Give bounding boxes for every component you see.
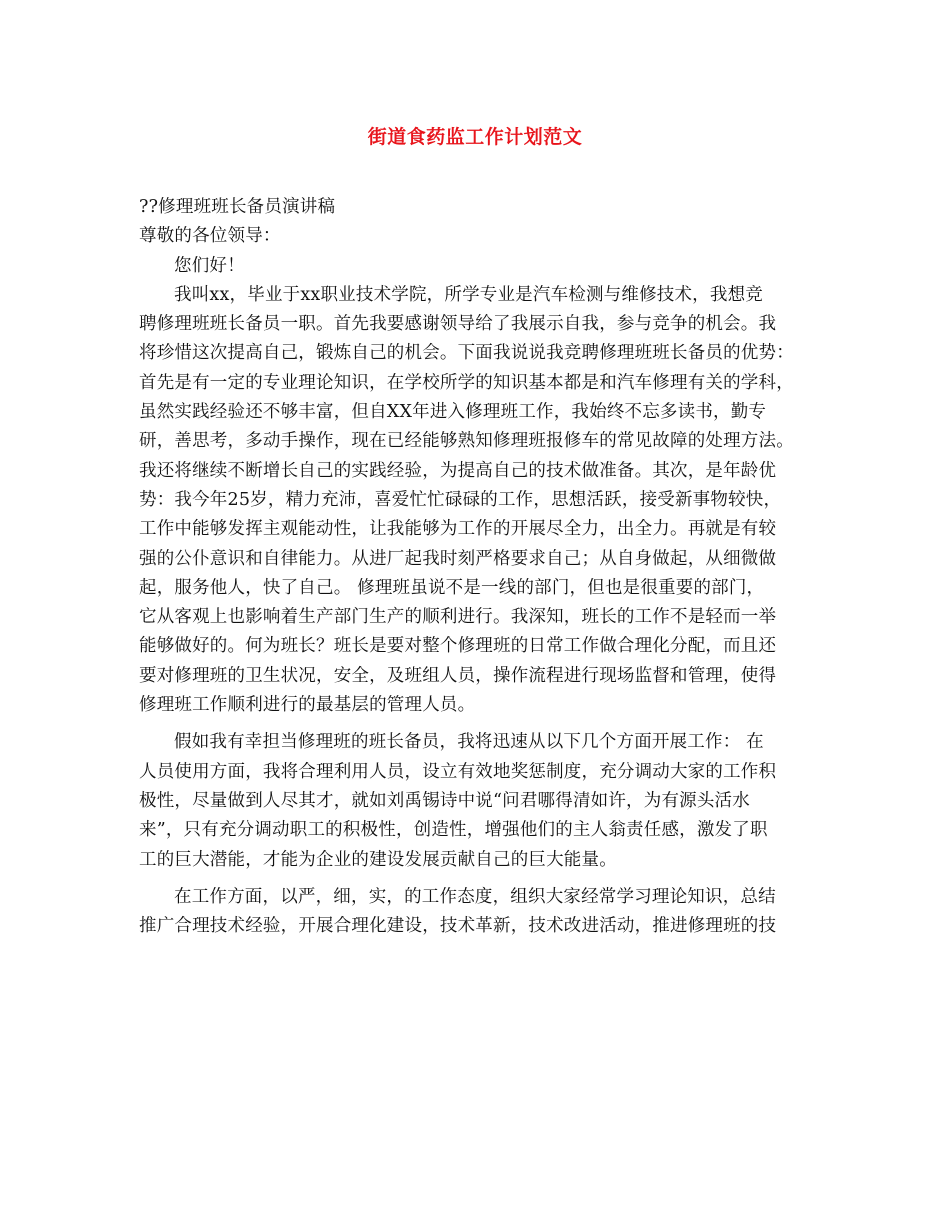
text-line: 人员使用方面，我将合理利用人员，设立有效地奖惩制度，充分调动大家的工作积 [139,761,777,782]
text-line: 它从客观上也影响着生产部门生产的顺利进行。我深知，班长的工作不是轻而一举 [139,607,777,628]
text-line: 起，服务他人，快了自己。 修理班虽说不是一线的部门，但也是很重要的部门， [139,577,765,598]
text-line: 我叫xx，毕业于xx职业技术学院，所学专业是汽车检测与维修技术，我想竞 [174,284,763,305]
text-line: 聘修理班班长备员一职。首先我要感谢领导给了我展示自我，参与竞争的机会。我 [139,314,777,335]
text-line: 研，善思考，多动手操作，现在已经能够熟知修理班报修车的常见故障的处理方法。 [139,431,794,452]
text-line: 工作中能够发挥主观能动性，让我能够为工作的开展尽全力，出全力。再就是有较 [139,519,777,540]
text-line: 在工作方面，以严，细，实，的工作态度，组织大家经常学习理论知识，总结 [174,886,776,907]
text-line: 虽然实践经验还不够丰富，但自XX年进入修理班工作，我始终不忘多读书，勤专 [139,402,767,423]
salutation-line: 尊敬的各位领导： [139,226,281,247]
text-line: 极性，尽量做到人尽其才，就如刘禹锡诗中说“问君哪得清如许，为有源头活水 [139,790,750,811]
text-line: 强的公仆意识和自律能力。从进厂起我时刻严格要求自己；从自身做起，从细微做 [139,548,777,569]
text-line: 势：我今年25岁，精力充沛，喜爱忙忙碌碌的工作，思想活跃，接受新事物较快， [139,489,782,510]
text-line: 假如我有幸担当修理班的班长备员，我将迅速从以下几个方面开展工作： 在 [174,732,764,753]
text-line: 修理班工作顺利进行的最基层的管理人员。 [139,695,476,716]
greeting-line: 您们好！ [174,255,245,276]
text-line: 要对修理班的卫生状况，安全，及班组人员，操作流程进行现场监督和管理，使得 [139,665,777,686]
text-line: 我还将继续不断增长自己的实践经验，为提高自己的技术做准备。其次，是年龄优 [139,460,777,481]
text-line: 将珍惜这次提高自己，锻炼自己的机会。下面我说说我竞聘修理班班长备员的优势： [139,343,794,364]
subtitle-line: ??修理班班长备员演讲稿 [139,197,336,217]
text-line: 首先是有一定的专业理论知识，在学校所学的知识基本都是和汽车修理有关的学科， [139,372,794,393]
text-line: 来”，只有充分调动职工的积极性，创造性，增强他们的主人翁责任感，激发了职 [139,820,768,841]
text-line: 工的巨大潜能，才能为企业的建设发展贡献自己的巨大能量。 [139,849,617,870]
document-title: 街道食药监工作计划范文 [367,126,583,148]
text-line: 推广合理技术经验，开展合理化建设，技术革新，技术改进活动，推进修理班的技 [139,916,777,937]
text-line: 能够做好的。何为班长？班长是要对整个修理班的日常工作做合理化分配，而且还 [139,636,777,657]
document-body [139,193,829,941]
